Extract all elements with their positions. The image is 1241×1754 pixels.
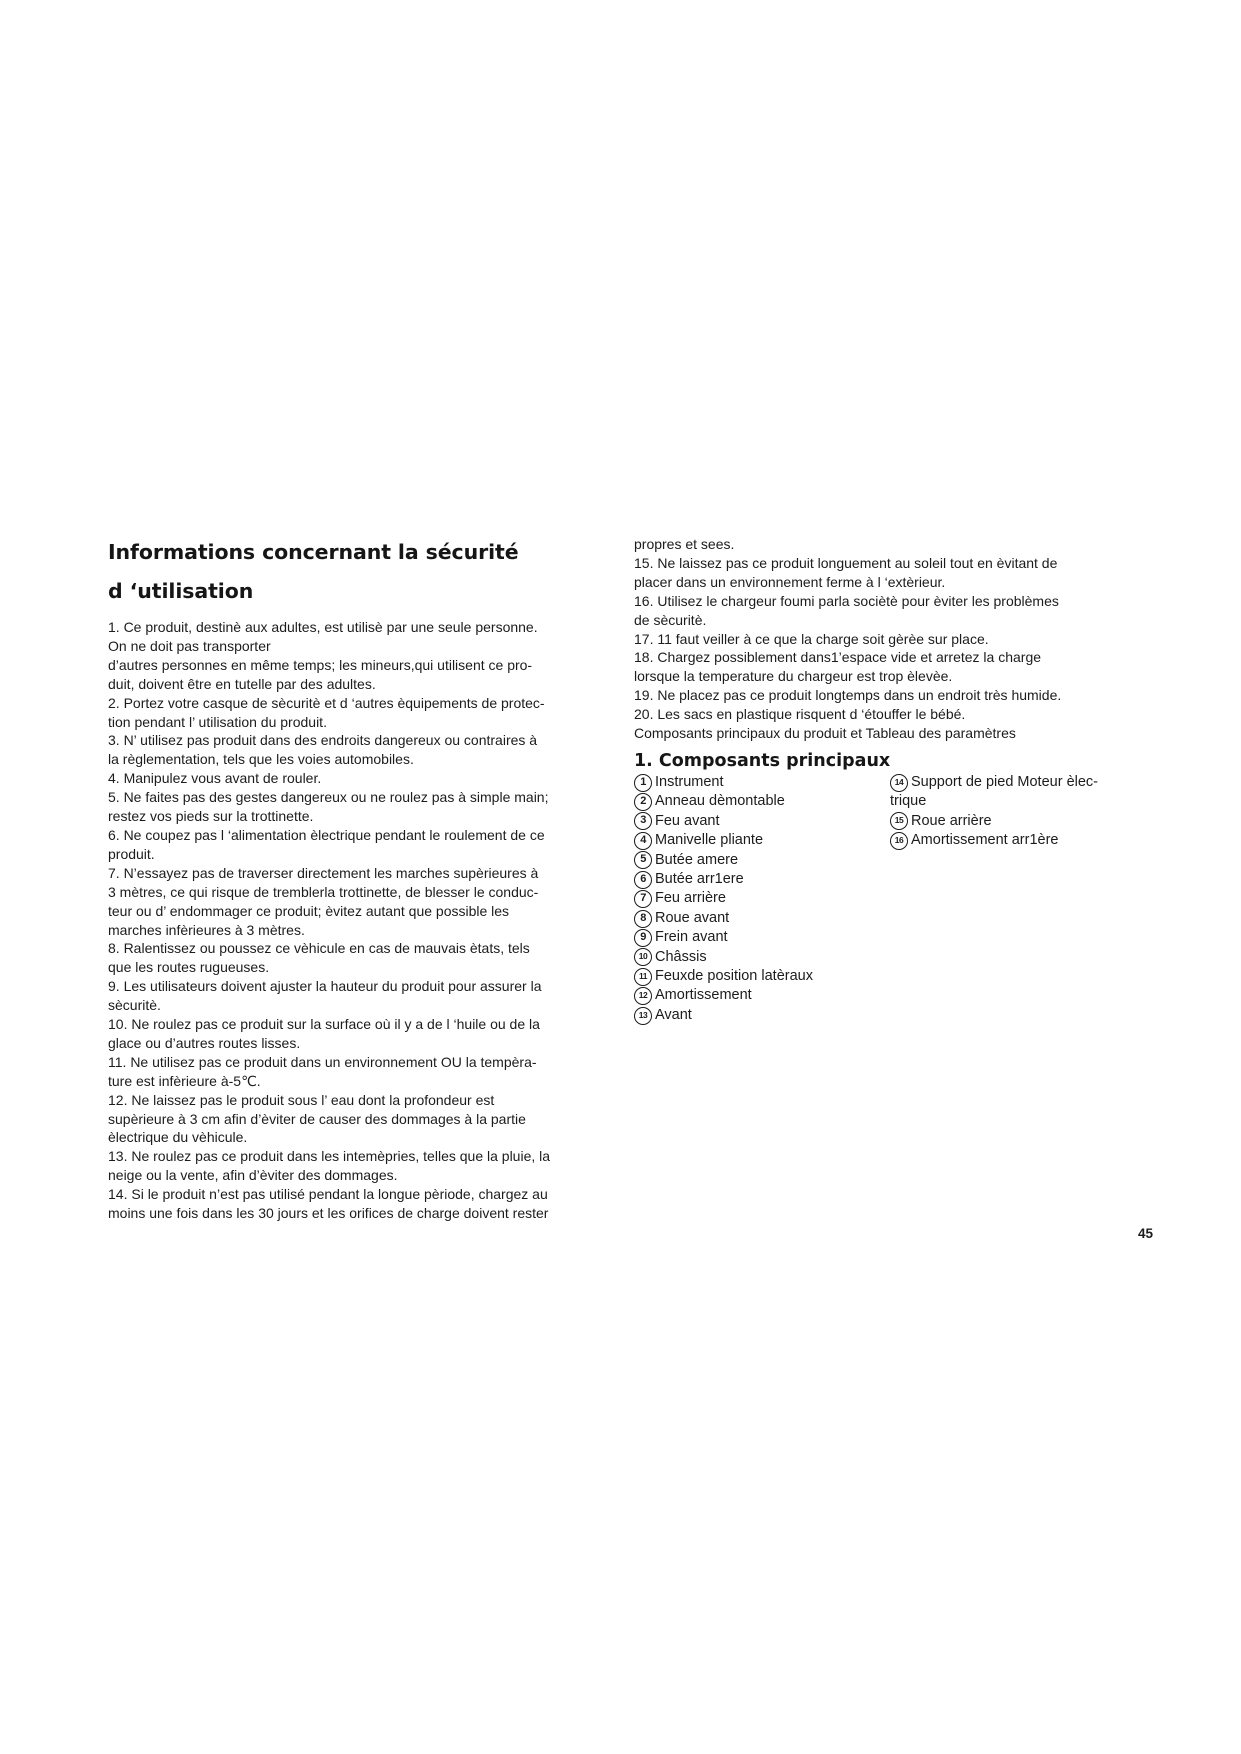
- component-item: [634, 812, 884, 831]
- circled-number-icon: 13: [634, 1007, 652, 1025]
- text-line: d’autres personnes en même temps; les mineurs,qui utilisent ce pro-: [108, 656, 533, 673]
- component-label: Roue avant: [655, 909, 730, 926]
- text-line: de sècuritè.: [634, 611, 707, 628]
- left-column: [108, 533, 608, 1223]
- text-line: 4. Manipulez vous avant de rouler.: [108, 770, 322, 787]
- components-column-2: [890, 773, 1134, 851]
- component-label: Frein avant: [655, 929, 728, 946]
- text-line: 7. N’essayez pas de traverser directement les marches supèrieures à: [108, 864, 539, 881]
- text-line: On ne doit pas transporter: [108, 637, 271, 654]
- circled-number-icon: 3: [634, 812, 652, 830]
- component-item: [634, 1006, 884, 1025]
- component-label: Roue arrière: [911, 812, 992, 829]
- circled-number-icon: 1: [634, 774, 652, 792]
- circled-number-icon: 7: [634, 890, 652, 908]
- component-item: [634, 851, 884, 870]
- component-label: Châssis: [655, 948, 707, 965]
- component-item: [634, 986, 884, 1005]
- component-label: Avant: [655, 1006, 692, 1023]
- component-label: Butée amere: [655, 851, 739, 868]
- circled-number-icon: 16: [890, 832, 908, 850]
- component-item: [634, 831, 884, 850]
- text-line: duit, doivent être en tutelle par des adultes.: [108, 675, 376, 692]
- text-line: 3. N’ utilisez pas produit dans des endroits dangereux ou contraires à: [108, 732, 538, 749]
- component-label: Support de pied Moteur èlec-: [911, 773, 1098, 790]
- text-line: neige ou la vente, afin d’èviter des dommages.: [108, 1167, 398, 1184]
- text-line: 14. Si le produit n’est pas utilisé pendant la longue pèriode, chargez au: [108, 1186, 548, 1203]
- circled-number-icon: 2: [634, 793, 652, 811]
- text-line: 8. Ralentissez ou poussez ce vèhicule en cas de mauvais ètats, tels: [108, 940, 530, 957]
- component-label: Feu avant: [655, 812, 720, 829]
- safety-instructions-text: [108, 618, 608, 1223]
- text-line: 20. Les sacs en plastique risquent d ‘étouffer le bébé.: [634, 706, 966, 723]
- components-column-1: [634, 773, 884, 1025]
- text-line: lorsque la temperature du chargeur est trop èlevèe.: [634, 668, 953, 685]
- text-line: 13. Ne roulez pas ce produit dans les intemèpries, telles que la pluie, la: [108, 1148, 551, 1165]
- component-item: [634, 773, 884, 792]
- text-line: que les routes rugueuses.: [108, 959, 270, 976]
- component-item: [634, 967, 884, 986]
- circled-number-icon: 15: [890, 812, 908, 830]
- text-line: moins une fois dans les 30 jours et les orifices de charge doivent rester: [108, 1205, 549, 1222]
- circled-number-icon: 6: [634, 871, 652, 889]
- text-line: restez vos pieds sur la trottinette.: [108, 808, 314, 825]
- safety-instructions-continued-text: [634, 535, 1134, 743]
- text-line: èlectrique du vèhicule.: [108, 1129, 248, 1146]
- text-line: 9. Les utilisateurs doivent ajuster la hauteur du produit pour assurer la: [108, 978, 542, 995]
- component-item: [634, 928, 884, 947]
- text-line: 17. 11 faut veiller à ce que la charge soit gèrèe sur place.: [634, 630, 989, 647]
- text-line: 15. Ne laissez pas ce produit longuement au soleil tout en èvitant de: [634, 554, 1058, 571]
- text-line: Composants principaux du produit et Tableau des paramètres: [634, 725, 1016, 742]
- text-line: 12. Ne laissez pas le produit sous l’ eau dont la profondeur est: [108, 1091, 495, 1108]
- text-line: 19. Ne placez pas ce produit longtemps dans un endroit très humide.: [634, 687, 1062, 704]
- text-line: propres et sees.: [634, 536, 735, 552]
- component-item: [634, 909, 884, 928]
- text-line: supèrieure à 3 cm afin d’èviter de causer des dommages à la partie: [108, 1110, 526, 1127]
- component-item: [634, 870, 884, 889]
- component-label: Instrument: [655, 773, 724, 790]
- component-label: Amortissement arr1ère: [911, 832, 1059, 849]
- text-line: placer dans un environnement ferme à l ‘extèrieur.: [634, 573, 946, 590]
- component-label: Manivelle pliante: [655, 832, 764, 849]
- components-heading: 1. Composants principaux: [634, 750, 891, 771]
- text-line: 16. Utilisez le chargeur foumi parla sociètè pour èviter les problèmes: [634, 592, 1059, 609]
- circled-number-icon: 10: [634, 948, 652, 966]
- text-line: 2. Portez votre casque de sècuritè et d ‘autres èquipements de protec-: [108, 694, 545, 711]
- text-line: 6. Ne coupez pas l ‘alimentation èlectrique pendant le roulement de ce: [108, 826, 545, 843]
- text-line: sècuritè.: [108, 997, 161, 1014]
- text-line: tion pendant l’ utilisation du produit.: [108, 713, 327, 730]
- page-number: 45: [1138, 1226, 1154, 1241]
- text-line: 18. Chargez possiblement dans1’espace vide et arretez la charge: [634, 649, 1042, 666]
- component-item: [634, 948, 884, 967]
- text-line: ture est infèrieure à-5℃.: [108, 1072, 261, 1089]
- text-line: teur ou d’ endommager ce produit; èvitez autant que possible les: [108, 902, 510, 919]
- circled-number-icon: 14: [890, 774, 908, 792]
- section-title-line-2: d ‘utilisation: [108, 579, 254, 603]
- text-line: produit.: [108, 845, 155, 862]
- component-item: [890, 773, 1134, 792]
- circled-number-icon: 5: [634, 851, 652, 869]
- component-item: [634, 889, 884, 908]
- text-line: 11. Ne utilisez pas ce produit dans un environnement OU la tempèra-: [108, 1053, 537, 1070]
- components-list: [634, 773, 1134, 1033]
- text-line: 1. Ce produit, destinè aux adultes, est utilisè par une seule personne.: [108, 619, 538, 635]
- circled-number-icon: 9: [634, 929, 652, 947]
- component-label: trique: [890, 793, 927, 810]
- component-item: [890, 812, 1134, 831]
- text-line: 10. Ne roulez pas ce produit sur la surface où il y a de l ‘huile ou de la: [108, 1016, 540, 1033]
- component-label: Amortissement: [655, 987, 752, 1004]
- circled-number-icon: 12: [634, 987, 652, 1005]
- text-line: la règlementation, tels que les voies automobiles.: [108, 751, 414, 768]
- circled-number-icon: 8: [634, 910, 652, 928]
- text-line: glace ou d’autres routes lisses.: [108, 1034, 301, 1051]
- component-item: [890, 831, 1134, 850]
- circled-number-icon: 11: [634, 968, 652, 986]
- circled-number-icon: 4: [634, 832, 652, 850]
- component-label: Butée arr1ere: [655, 871, 744, 887]
- text-line: 5. Ne faites pas des gestes dangereux ou ne roulez pas à simple main;: [108, 789, 549, 806]
- component-item: [634, 792, 884, 811]
- text-line: 3 mètres, ce qui risque de tremblerla trottinette, de blesser le conduc-: [108, 883, 539, 900]
- component-label: Feuxde position latèraux: [655, 968, 813, 985]
- section-title-line-1: Informations concernant la sécurité: [108, 540, 519, 564]
- right-column: [634, 535, 1134, 1033]
- component-label: Anneau dèmontable: [655, 793, 785, 810]
- text-line: marches infèrieures à 3 mètres.: [108, 921, 305, 938]
- component-label: Feu arrière: [655, 890, 726, 907]
- component-item-continuation: [890, 792, 1134, 811]
